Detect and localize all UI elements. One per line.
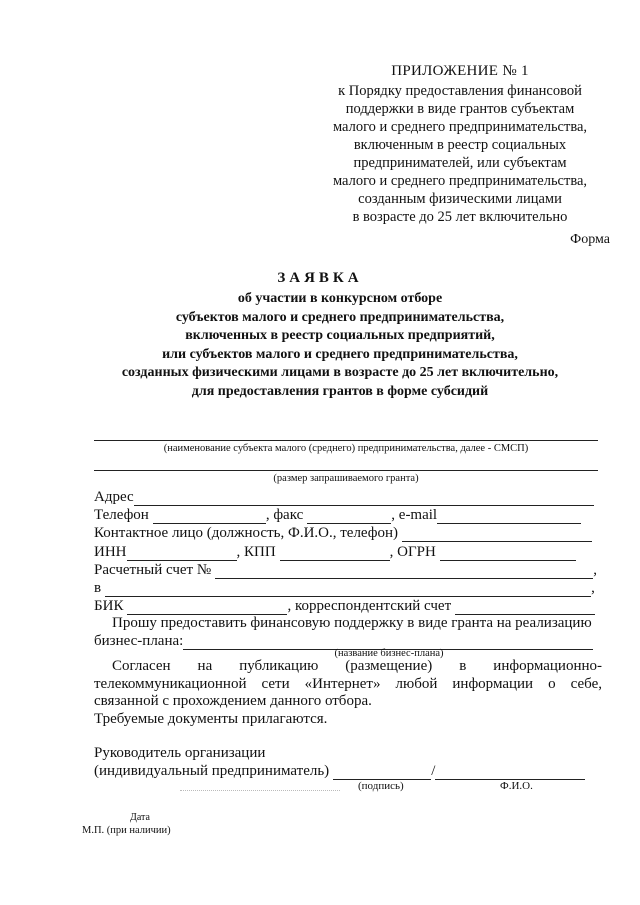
contact-row <box>94 524 600 542</box>
fax-label: , факс <box>265 507 304 523</box>
fax-field[interactable] <box>307 509 391 524</box>
inn-field[interactable] <box>127 546 237 561</box>
appendix-header <box>300 62 620 226</box>
consent-line-2: телекоммуникационной сети «Интернет» любой информации о себе, <box>94 676 602 692</box>
appendix-line: малого и среднего предпринимательства, <box>332 119 588 135</box>
request-line-1: Прошу предоставить финансовую поддержку в виде гранта на реализацию <box>112 615 592 631</box>
inn-label: ИНН <box>94 544 127 560</box>
bank-label: в <box>94 580 102 596</box>
contact-label: Контактное лицо (должность, Ф.И.О., телефон) <box>94 525 399 541</box>
appendix-line: поддержки в виде грантов субъектам <box>345 101 575 117</box>
signature-slash: / <box>431 763 436 779</box>
ogrn-field[interactable] <box>440 546 576 561</box>
comma: , <box>591 580 595 596</box>
appendix-line: предпринимателей, или субъектам <box>353 155 567 171</box>
business-plan-caption: (название бизнес-плана) <box>334 648 444 659</box>
phone-field[interactable] <box>153 509 266 524</box>
address-row <box>94 488 600 506</box>
account-label: Расчетный счет № <box>94 562 212 578</box>
signature-caption: (подпись) <box>358 780 404 792</box>
bik-row <box>94 597 600 615</box>
inn-row <box>94 543 600 561</box>
appendix-line: созданным физическими лицами <box>358 191 562 207</box>
consent-line-3: связанной с прохождением данного отбора. <box>94 693 372 709</box>
bik-label: БИК <box>94 598 124 614</box>
bank-row <box>94 579 600 597</box>
grant-size-field[interactable] <box>94 470 598 471</box>
signer-line-2: (индивидуальный предприниматель) <box>94 763 330 779</box>
subtitle-line: субъектов малого и среднего предпринимательства, <box>175 309 505 325</box>
corr-account-label: , корреспондентский счет <box>287 598 452 614</box>
ogrn-label: , ОГРН <box>389 544 436 560</box>
fio-caption: Ф.И.О. <box>500 780 533 792</box>
consent-line-1: Согласен на публикацию (размещение) в информационно- <box>112 658 602 674</box>
comma: , <box>593 562 597 578</box>
kpp-field[interactable] <box>280 546 390 561</box>
email-field[interactable] <box>437 509 581 524</box>
scan-dots <box>180 790 340 791</box>
appendix-line: малого и среднего предпринимательства, <box>332 173 588 189</box>
grant-size-caption: (размер запрашиваемого гранта) <box>273 473 419 484</box>
signer-row <box>94 762 600 780</box>
account-row <box>94 561 600 579</box>
appendix-line: к Порядку предоставления финансовой <box>338 83 582 99</box>
form-label: Форма <box>570 232 610 247</box>
docs-attached: Требуемые документы прилагаются. <box>94 711 328 727</box>
document-title: ЗАЯВКА <box>277 270 363 286</box>
subtitle-line: для предоставления грантов в форме субсидий <box>191 383 489 399</box>
stamp-caption: М.П. (при наличии) <box>82 825 171 836</box>
fio-field[interactable] <box>435 765 585 780</box>
bank-field[interactable] <box>105 582 591 597</box>
date-caption: Дата <box>130 812 150 823</box>
business-plan-label: бизнес-плана: <box>94 633 184 649</box>
appendix-line: включенным в реестр социальных <box>353 137 567 153</box>
email-label: , e-mail <box>391 507 438 523</box>
appendix-line: в возрасте до 25 лет включительно <box>352 209 568 225</box>
appendix-title: ПРИЛОЖЕНИЕ № 1 <box>391 63 529 79</box>
account-field[interactable] <box>215 564 593 579</box>
phone-label: Телефон <box>94 507 149 523</box>
subtitle-line: созданных физическими лицами в возрасте до 25 лет включительно, <box>121 365 559 380</box>
signature-field[interactable] <box>333 765 431 780</box>
address-label: Адрес <box>94 489 134 505</box>
signer-line-1: Руководитель организации <box>94 745 266 761</box>
kpp-label: , КПП <box>236 544 276 560</box>
bik-field[interactable] <box>127 600 287 615</box>
subject-name-caption: (наименование субъекта малого (среднего) предпринимательства, далее - СМСП) <box>163 443 529 454</box>
subtitle-line: включенных в реестр социальных предприятий, <box>185 328 495 343</box>
contact-field[interactable] <box>402 527 592 542</box>
corr-account-field[interactable] <box>455 600 595 615</box>
subject-name-field[interactable] <box>94 440 598 441</box>
phone-row <box>94 506 600 524</box>
address-field[interactable] <box>134 491 594 506</box>
subtitle-line: или субъектов малого и среднего предпринимательства, <box>162 346 518 362</box>
subtitle-line: об участии в конкурсном отборе <box>237 291 443 306</box>
document-subtitle <box>70 290 610 401</box>
